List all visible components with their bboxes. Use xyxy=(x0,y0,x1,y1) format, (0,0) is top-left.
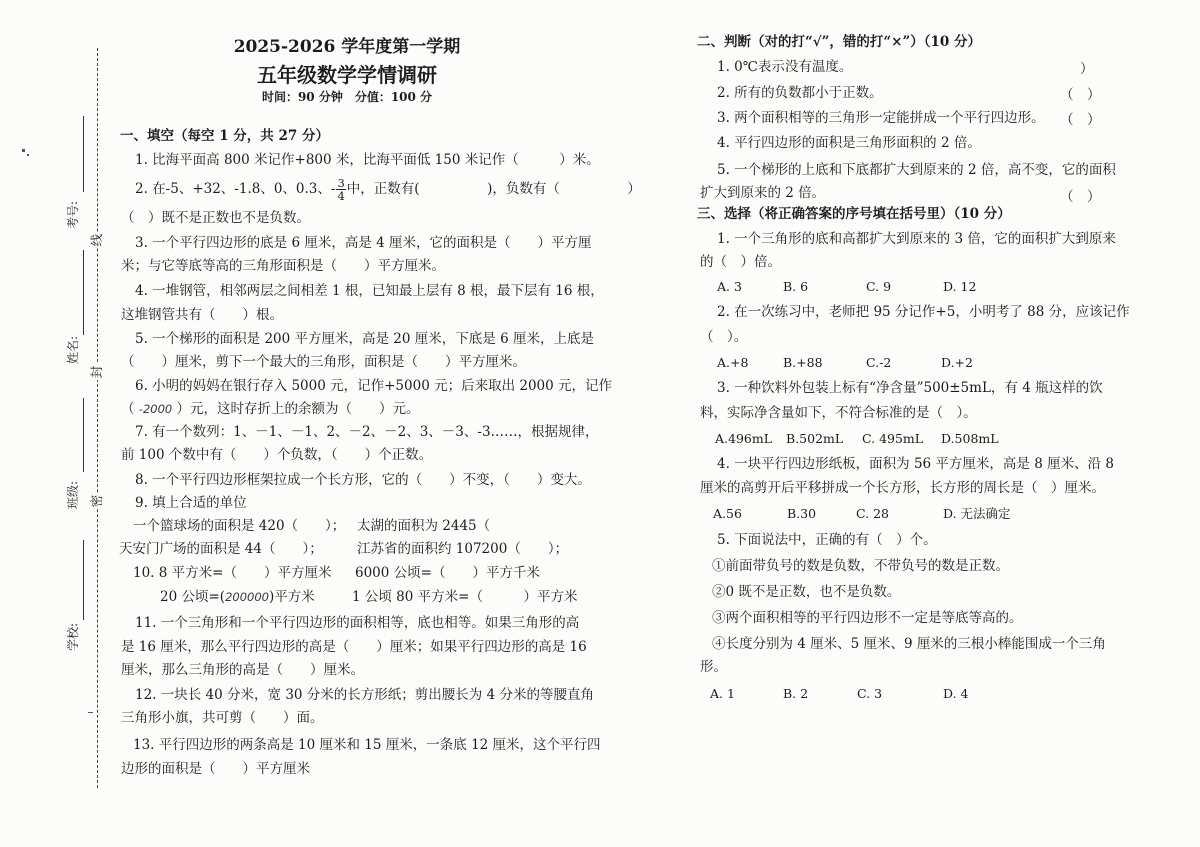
option-d: D.508mL xyxy=(941,431,999,446)
option-c: C. 28 xyxy=(856,506,889,521)
option-b: B.+88 xyxy=(783,355,823,370)
option-a: A.496mL xyxy=(715,431,773,446)
section-fill-title: 一、填空（每空 1 分，共 27 分） xyxy=(120,128,329,144)
handwritten-answer: -2000 xyxy=(138,402,173,416)
question-fill-13-cont: 边形的面积是（ ）平方厘米 xyxy=(121,761,310,777)
question-fill-7-cont: 前 100 个数中有（ ）个负数，（ ）个正数。 xyxy=(121,447,433,463)
question-judge-4: 4. 平行四边形的面积是三角形面积的 2 倍。 xyxy=(717,135,981,151)
option-d: D.+2 xyxy=(941,355,973,370)
answer-bracket: （ ） xyxy=(1060,189,1101,205)
question-choice-1-cont: 的（ ）倍。 xyxy=(700,254,781,270)
statement-3: ③两个面积相等的平行四边形不一定是等底等高的。 xyxy=(712,610,1023,626)
question-fill-2-suffix: 中，正数有( )，负数有（ ） xyxy=(346,181,641,197)
scan-speck xyxy=(88,712,93,713)
question-fill-9-tiananmen: 天安门广场的面积是 44（ ）； xyxy=(119,541,323,557)
school-label: 学校: xyxy=(66,622,80,652)
question-choice-4-cont: 厘米的高剪开后平移拼成一个长方形，长方形的周长是（ ）厘米。 xyxy=(700,480,1105,496)
question-fill-9-jiangsu: 江苏省的面积约 107200（ ）； xyxy=(357,541,569,557)
question-choice-4: 4. 一块平行四边形纸板，面积为 56 平方厘米，高是 8 厘米、沿 8 xyxy=(717,456,1114,472)
question-fill-9: 9. 填上合适的单位 xyxy=(135,495,247,511)
question-fill-1: 1. 比海平面高 800 米记作+800 米，比海平面低 150 米记作（ ）米。 xyxy=(135,152,600,168)
option-b: B.30 xyxy=(787,506,817,521)
question-fill-10-a: 10. 8 平方米=（ ）平方厘米 xyxy=(133,565,332,581)
question-fill-12: 12. 一块长 40 分米，宽 30 分米的长方形纸；剪出腰长为 4 分米的等腰直角 xyxy=(135,687,594,703)
binding-dashed-line xyxy=(97,48,98,788)
question-fill-3-cont: 米；与它等底等高的三角形面积是（ ）平方厘米。 xyxy=(121,258,445,274)
question-choice-5: 5. 下面说法中，正确的有（ ）个。 xyxy=(717,532,937,548)
option-d: D. 4 xyxy=(943,686,969,701)
option-c: C.-2 xyxy=(866,355,892,370)
question-fill-6-cont xyxy=(121,401,420,417)
question-fill-7: 7. 有一个数列：1、－1、－1、2、－2、－2、3、－3、-3……，根据规律， xyxy=(135,424,599,440)
name-underline xyxy=(83,250,84,335)
question-fill-12-cont: 三角形小旗，共可剪（ ）面。 xyxy=(121,710,324,726)
question-fill-11-cont: 是 16 厘米，那么平行四边形的高是（ ）厘米；如果平行四边形的高是 16 xyxy=(121,639,587,655)
fraction-denominator: 4 xyxy=(337,189,345,203)
question-fill-5: 5. 一个梯形的面积是 200 平方厘米，高是 20 厘米，下底是 6 厘米，上底是 xyxy=(135,331,594,347)
seal-line-char: 线 xyxy=(89,233,104,247)
name-label: 姓名: xyxy=(66,335,80,365)
question-fill-10-c-open: 20 公顷=( xyxy=(160,589,226,605)
question-choice-2: 2. 在一次练习中，老师把 95 分记作+5，小明考了 88 分，应该记作 xyxy=(717,304,1130,320)
term-heading: 2025-2026 学年度第一学期 xyxy=(233,37,461,57)
class-underline xyxy=(83,398,84,472)
option-a: A. 1 xyxy=(710,686,735,701)
question-choice-3: 3. 一种饮料外包装上标有“净含量”500±5mL，有 4 瓶这样的饮 xyxy=(717,380,1103,396)
question-judge-2: 2. 所有的负数都小于正数。 xyxy=(717,85,883,101)
question-fill-6: 6. 小明的妈妈在银行存入 5000 元，记作+5000 元；后来取出 2000 元，记作 xyxy=(135,378,613,394)
statement-4-cont: 形。 xyxy=(700,659,727,675)
seal-secret-char: 密 xyxy=(89,494,104,508)
scan-speck xyxy=(22,149,25,152)
page-title: 五年级数学学情调研 xyxy=(257,63,437,87)
seal-seal-char: 封 xyxy=(89,365,104,379)
question-fill-8: 8. 一个平行四边形框架拉成一个长方形，它的（ ）不变，（ ）变大。 xyxy=(135,472,591,488)
question-judge-1: 1. 0℃表示没有温度。 xyxy=(717,59,853,75)
option-b: B. 2 xyxy=(783,686,809,701)
option-b: B. 6 xyxy=(783,279,809,294)
question-fill-3: 3. 一个平行四边形的底是 6 厘米，高是 4 厘米，它的面积是（ ）平方厘 xyxy=(135,235,592,251)
question-fill-9-basketball: 一个篮球场的面积是 420（ ）； xyxy=(133,518,346,534)
question-fill-2 xyxy=(135,177,641,202)
question-fill-10-b: 6000 公顷=（ ）平方千米 xyxy=(355,565,540,581)
school-underline xyxy=(83,540,84,620)
option-a: A. 3 xyxy=(717,279,742,294)
option-a: A.56 xyxy=(713,506,742,521)
time-score-info: 时间：90 分钟 分值：100 分 xyxy=(261,90,433,104)
section-judge-title: 二、判断（对的打“√”，错的打“×”）（10 分） xyxy=(697,34,981,50)
statement-4: ④长度分别为 4 厘米、5 厘米、9 厘米的三根小棒能围成一个三角 xyxy=(712,636,1106,652)
section-choice-title: 三、选择（将正确答案的序号填在括号里）（10 分） xyxy=(697,206,1011,222)
question-fill-5-cont: （ ）厘米，剪下一个最大的三角形，面积是（ ）平方厘米。 xyxy=(121,354,526,370)
question-choice-2-cont: （ ）。 xyxy=(700,329,748,345)
question-fill-4-cont: 这堆钢管共有（ ）根。 xyxy=(121,307,283,323)
question-fill-10-c-close: )平方米 xyxy=(268,589,315,605)
handwritten-answer: 200000 xyxy=(225,590,269,604)
fraction xyxy=(336,177,345,202)
option-a: A.+8 xyxy=(717,355,749,370)
scan-speck xyxy=(27,154,29,156)
statement-2: ②0 既不是正数，也不是负数。 xyxy=(712,584,901,600)
question-fill-6-rest: ）元，这时存折上的余额为（ ）元。 xyxy=(172,401,420,417)
question-judge-5: 5. 一个梯形的上底和下底都扩大到原来的 2 倍，高不变，它的面积 xyxy=(717,162,1116,178)
fraction-numerator: 3 xyxy=(337,176,345,190)
question-choice-1: 1. 一个三角形的底和高都扩大到原来的 3 倍，它的面积扩大到原来 xyxy=(717,231,1116,247)
statement-1: ①前面带负号的数是负数，不带负号的数是正数。 xyxy=(712,558,1009,574)
question-fill-2-prefix: 2. 在-5、+32、-1.8、0、0.3、- xyxy=(135,181,336,197)
option-c: C. 495mL xyxy=(862,431,924,446)
question-judge-3: 3. 两个面积相等的三角形一定能拼成一个平行四边形。 xyxy=(717,110,1045,126)
question-fill-2-cont: （ ）既不是正数也不是负数。 xyxy=(121,210,310,226)
question-choice-3-cont: 料，实际净含量如下，不符合标准的是（ ）。 xyxy=(700,405,977,421)
question-fill-10-c xyxy=(160,589,315,605)
option-d: D. 无法确定 xyxy=(943,506,1011,521)
option-b: B.502mL xyxy=(786,431,844,446)
answer-bracket: ） xyxy=(1080,61,1094,77)
exam-no-underline xyxy=(83,116,84,192)
option-d: D. 12 xyxy=(943,279,977,294)
question-fill-11: 11. 一个三角形和一个平行四边形的面积相等，底也相等。如果三角形的高 xyxy=(135,615,580,631)
question-judge-5-cont: 扩大到原来的 2 倍。 xyxy=(700,185,826,201)
option-c: C. 9 xyxy=(866,279,892,294)
bracket-open: （ xyxy=(121,401,139,417)
class-label: 班级: xyxy=(66,480,80,510)
answer-bracket: （ ） xyxy=(1060,112,1101,128)
question-fill-9-taihu: 太湖的面积为 2445（ xyxy=(357,518,491,534)
exam-no-label: 考号: xyxy=(66,200,80,230)
question-fill-10-d: 1 公顷 80 平方米=（ ）平方米 xyxy=(352,589,578,605)
question-fill-11-cont: 厘米，那么三角形的高是（ ）厘米。 xyxy=(121,662,364,678)
answer-bracket: （ ） xyxy=(1060,87,1101,103)
question-fill-13: 13. 平行四边形的两条高是 10 厘米和 15 厘米，一条底 12 厘米，这个平行四 xyxy=(133,737,601,753)
option-c: C. 3 xyxy=(857,686,883,701)
question-fill-4: 4. 一堆钢管，相邻两层之间相差 1 根，已知最上层有 8 根，最下层有 16 根， xyxy=(135,283,604,299)
